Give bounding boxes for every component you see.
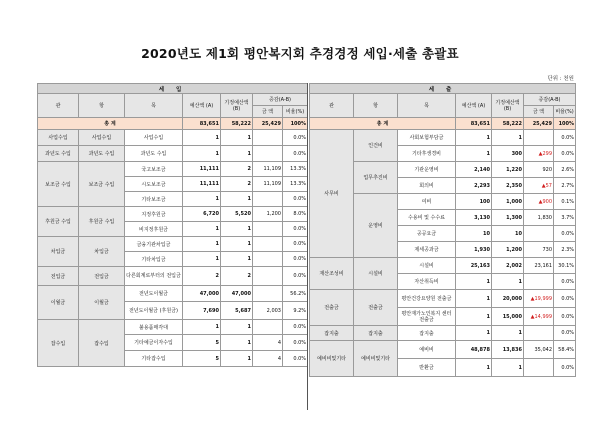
ratio-cell: 0.0% <box>554 130 576 146</box>
b-cell: 5,520 <box>221 207 253 222</box>
header-mok: 목 <box>398 94 456 118</box>
gwan-cell: 잡수입 <box>38 320 79 367</box>
expense-table <box>309 83 576 377</box>
diff-cell <box>253 146 283 162</box>
ratio-cell: 13.3% <box>283 162 308 177</box>
header-gwan: 관 <box>310 94 354 118</box>
a-cell: 47,000 <box>183 286 221 302</box>
ratio-cell: 8.0% <box>283 207 308 222</box>
diff-cell <box>253 286 283 302</box>
ratio-cell: 0.0% <box>554 290 576 308</box>
hang-cell: 과년도 수입 <box>79 146 125 162</box>
b-cell: 1 <box>221 320 253 335</box>
header-hang: 항 <box>354 94 398 118</box>
mok-cell: 사업수입 <box>125 130 183 146</box>
hang-cell: 잡수입 <box>79 320 125 367</box>
b-cell: 13,836 <box>492 341 524 359</box>
header-diff: 증감(A-B) <box>524 94 576 106</box>
table-row <box>38 286 308 302</box>
diff-cell <box>524 226 554 242</box>
mok-cell: 기관운영비 <box>398 162 456 178</box>
total-a: 83,651 <box>183 118 221 130</box>
expense-total-row <box>310 118 576 130</box>
diff-cell: 23,161 <box>524 258 554 274</box>
b-cell: 1 <box>221 130 253 146</box>
gwan-cell: 차입금 <box>38 237 79 267</box>
diff-cell: ▲299 <box>524 146 554 162</box>
gwan-cell: 사업수입 <box>38 130 79 146</box>
table-row <box>38 146 308 162</box>
ratio-cell: 0.0% <box>283 252 308 267</box>
ratio-cell: 9.2% <box>283 302 308 320</box>
gwan-cell: 잡지출 <box>310 326 354 341</box>
ratio-cell: 3.7% <box>554 210 576 226</box>
ratio-cell: 13.3% <box>283 177 308 192</box>
diff-cell: 35,042 <box>524 341 554 359</box>
hang-cell: 이월금 <box>79 286 125 320</box>
mok-cell: 지정후원금 <box>125 207 183 222</box>
ratio-cell: 2.3% <box>554 242 576 258</box>
header-budget-a: 예산액 (A) <box>456 94 492 118</box>
b-cell: 1 <box>221 237 253 252</box>
header-amount: 금 액 <box>253 106 283 118</box>
b-cell: 1 <box>492 274 524 290</box>
b-cell: 2 <box>221 267 253 286</box>
diff-cell: ▲57 <box>524 178 554 194</box>
ratio-cell: 0.0% <box>554 326 576 341</box>
mok-cell: 시설비 <box>398 258 456 274</box>
header-diff: 증감(A-B) <box>253 94 308 106</box>
total-ratio: 100% <box>283 118 308 130</box>
diff-cell: 920 <box>524 162 554 178</box>
mok-cell: 평안재가노인복지 센터 전출금 <box>398 308 456 326</box>
header-budget-b: 기정예산액 (B) <box>221 94 253 118</box>
a-cell: 1 <box>183 130 221 146</box>
table-row <box>310 130 576 146</box>
revenue-table <box>37 83 308 367</box>
total-b: 58,222 <box>492 118 524 130</box>
gwan-cell: 사무비 <box>310 130 354 258</box>
table-row <box>38 130 308 146</box>
diff-cell <box>524 326 554 341</box>
ratio-cell: 0.0% <box>554 359 576 377</box>
b-cell: 1 <box>221 192 253 207</box>
a-cell: 5 <box>183 351 221 367</box>
mok-cell: 여비 <box>398 194 456 210</box>
ratio-cell: 58.4% <box>554 341 576 359</box>
a-cell: 10 <box>456 226 492 242</box>
hang-cell: 보조금 수입 <box>79 162 125 207</box>
b-cell: 10 <box>492 226 524 242</box>
total-label: 총 계 <box>38 118 183 130</box>
b-cell: 2 <box>221 162 253 177</box>
diff-cell <box>524 274 554 290</box>
hang-cell: 사업수입 <box>79 130 125 146</box>
a-cell: 25,163 <box>456 258 492 274</box>
mok-cell: 회의비 <box>398 178 456 194</box>
mok-cell: 금융기관차입금 <box>125 237 183 252</box>
ratio-cell: 0.0% <box>283 335 308 351</box>
diff-cell <box>253 130 283 146</box>
a-cell: 11,111 <box>183 162 221 177</box>
a-cell: 1 <box>183 252 221 267</box>
mok-cell: 예비비 <box>398 341 456 359</box>
mok-cell: 기타예금이자수입 <box>125 335 183 351</box>
ratio-cell: 0.0% <box>283 351 308 367</box>
hang-cell: 운영비 <box>354 194 398 258</box>
a-cell: 1 <box>456 290 492 308</box>
gwan-cell: 과년도 수입 <box>38 146 79 162</box>
ratio-cell: 0.0% <box>283 267 308 286</box>
mok-cell: 수용비 및 수수료 <box>398 210 456 226</box>
b-cell: 1 <box>221 351 253 367</box>
b-cell: 1 <box>221 146 253 162</box>
b-cell: 1 <box>221 222 253 237</box>
diff-cell: 1,830 <box>524 210 554 226</box>
unit-label: 단위 : 천원 <box>547 76 574 82</box>
hang-cell: 후원금 수입 <box>79 207 125 237</box>
gwan-cell: 재산조성비 <box>310 258 354 290</box>
mok-cell: 자산취득비 <box>398 274 456 290</box>
ratio-cell: 0.0% <box>554 226 576 242</box>
b-cell: 20,000 <box>492 290 524 308</box>
b-cell: 5,687 <box>221 302 253 320</box>
a-cell: 1 <box>456 326 492 341</box>
b-cell: 47,000 <box>221 286 253 302</box>
table-row <box>310 258 576 274</box>
header-ratio: 비율(%) <box>554 106 576 118</box>
diff-cell <box>253 320 283 335</box>
diff-cell: ▲14,999 <box>524 308 554 326</box>
mok-cell: 전년도이월금 <box>125 286 183 302</box>
hang-cell: 차입금 <box>79 237 125 267</box>
mok-cell: 반환금 <box>398 359 456 377</box>
hang-cell: 전출금 <box>354 290 398 326</box>
b-cell: 1,300 <box>492 210 524 226</box>
mok-cell: 기타잡수입 <box>125 351 183 367</box>
b-cell: 15,000 <box>492 308 524 326</box>
b-cell: 1 <box>492 359 524 377</box>
a-cell: 1 <box>183 320 221 335</box>
gwan-cell: 전입금 <box>38 267 79 286</box>
hang-cell: 예비비및기타 <box>354 341 398 377</box>
revenue-total-row <box>38 118 308 130</box>
hang-cell: 업무추진비 <box>354 162 398 194</box>
table-row <box>38 320 308 335</box>
ratio-cell: 0.0% <box>283 222 308 237</box>
a-cell: 1 <box>456 274 492 290</box>
diff-cell: 11,109 <box>253 177 283 192</box>
ratio-cell: 0.0% <box>283 146 308 162</box>
b-cell: 1,200 <box>492 242 524 258</box>
a-cell: 3,130 <box>456 210 492 226</box>
mok-cell: 국고보조금 <box>125 162 183 177</box>
mok-cell: 전년도이월금 (후원금) <box>125 302 183 320</box>
table-row <box>38 267 308 286</box>
table-row <box>310 290 576 308</box>
ratio-cell: 0.0% <box>554 274 576 290</box>
a-cell: 1,930 <box>456 242 492 258</box>
mok-cell: 기타차입금 <box>125 252 183 267</box>
gwan-cell: 전출금 <box>310 290 354 326</box>
page-title: 2020년도 제1회 평안복지회 추경경정 세입·세출 총괄표 <box>141 46 459 61</box>
hang-cell: 인건비 <box>354 130 398 162</box>
ratio-cell: 0.0% <box>283 237 308 252</box>
header-amount: 금 액 <box>524 106 554 118</box>
gwan-cell: 이월금 <box>38 286 79 320</box>
ratio-cell: 0.0% <box>554 146 576 162</box>
total-ratio: 100% <box>554 118 576 130</box>
ratio-cell: 0.0% <box>283 192 308 207</box>
ratio-cell: 0.1% <box>554 194 576 210</box>
b-cell: 2 <box>221 177 253 192</box>
mok-cell: 시도보조금 <box>125 177 183 192</box>
a-cell: 1 <box>456 146 492 162</box>
column-divider <box>307 83 308 410</box>
ratio-cell: 56.2% <box>283 286 308 302</box>
a-cell: 7,690 <box>183 302 221 320</box>
gwan-cell: 예비비및기타 <box>310 341 354 377</box>
b-cell: 2,350 <box>492 178 524 194</box>
ratio-cell: 0.0% <box>554 308 576 326</box>
table-row <box>38 237 308 252</box>
header-budget-b: 기정예산액 (B) <box>492 94 524 118</box>
a-cell: 48,878 <box>456 341 492 359</box>
mok-cell: 불용품매각대 <box>125 320 183 335</box>
diff-cell <box>253 252 283 267</box>
header-budget-a: 예산액 (A) <box>183 94 221 118</box>
b-cell: 1,000 <box>492 194 524 210</box>
header-mok: 목 <box>125 94 183 118</box>
hang-cell: 잡지출 <box>354 326 398 341</box>
diff-cell: 2,003 <box>253 302 283 320</box>
b-cell: 300 <box>492 146 524 162</box>
mok-cell: 평안건강요양원 전출금 <box>398 290 456 308</box>
a-cell: 6,720 <box>183 207 221 222</box>
mok-cell: 기타보조금 <box>125 192 183 207</box>
diff-cell: 1,200 <box>253 207 283 222</box>
header-gwan: 관 <box>38 94 79 118</box>
table-row <box>310 326 576 341</box>
diff-cell: 4 <box>253 335 283 351</box>
a-cell: 1 <box>183 146 221 162</box>
mok-cell: 다른회계로부터의 전입금 <box>125 267 183 286</box>
a-cell: 2,140 <box>456 162 492 178</box>
header-hang: 항 <box>79 94 125 118</box>
ratio-cell: 30.1% <box>554 258 576 274</box>
diff-cell <box>253 267 283 286</box>
hang-cell: 시설비 <box>354 258 398 290</box>
total-a: 83,651 <box>456 118 492 130</box>
gwan-cell: 후원금 수입 <box>38 207 79 237</box>
ratio-cell: 2.6% <box>554 162 576 178</box>
b-cell: 1 <box>492 130 524 146</box>
a-cell: 2 <box>183 267 221 286</box>
a-cell: 2,293 <box>456 178 492 194</box>
b-cell: 1 <box>221 335 253 351</box>
b-cell: 1,220 <box>492 162 524 178</box>
a-cell: 1 <box>183 192 221 207</box>
a-cell: 1 <box>183 222 221 237</box>
diff-cell: 730 <box>524 242 554 258</box>
table-row <box>310 341 576 359</box>
total-b: 58,222 <box>221 118 253 130</box>
revenue-section-title: 세 입 <box>38 84 308 94</box>
table-row <box>38 162 308 177</box>
a-cell: 1 <box>183 237 221 252</box>
b-cell: 1 <box>492 326 524 341</box>
a-cell: 1 <box>456 308 492 326</box>
mok-cell: 잡지출 <box>398 326 456 341</box>
diff-cell <box>524 359 554 377</box>
mok-cell: 사회보험부담금 <box>398 130 456 146</box>
a-cell: 11,111 <box>183 177 221 192</box>
a-cell: 5 <box>183 335 221 351</box>
diff-cell: 4 <box>253 351 283 367</box>
expense-section-title: 세 출 <box>310 84 576 94</box>
ratio-cell: 2.7% <box>554 178 576 194</box>
mok-cell: 제세공과금 <box>398 242 456 258</box>
diff-cell <box>524 130 554 146</box>
b-cell: 1 <box>221 252 253 267</box>
gwan-cell: 보조금 수입 <box>38 162 79 207</box>
total-diff: 25,429 <box>253 118 283 130</box>
mok-cell: 공공요금 <box>398 226 456 242</box>
mok-cell: 과년도 수입 <box>125 146 183 162</box>
ratio-cell: 0.0% <box>283 320 308 335</box>
mok-cell: 기타후생경비 <box>398 146 456 162</box>
diff-cell <box>253 237 283 252</box>
diff-cell <box>253 192 283 207</box>
a-cell: 1 <box>456 359 492 377</box>
ratio-cell: 0.0% <box>283 130 308 146</box>
table-row <box>38 207 308 222</box>
a-cell: 1 <box>456 130 492 146</box>
hang-cell: 전입금 <box>79 267 125 286</box>
total-diff: 25,429 <box>524 118 554 130</box>
a-cell: 100 <box>456 194 492 210</box>
total-label: 총 계 <box>310 118 456 130</box>
diff-cell: ▲900 <box>524 194 554 210</box>
b-cell: 2,002 <box>492 258 524 274</box>
mok-cell: 비지정후원금 <box>125 222 183 237</box>
diff-cell: ▲19,999 <box>524 290 554 308</box>
diff-cell: 11,109 <box>253 162 283 177</box>
header-ratio: 비율(%) <box>283 106 308 118</box>
diff-cell <box>253 222 283 237</box>
